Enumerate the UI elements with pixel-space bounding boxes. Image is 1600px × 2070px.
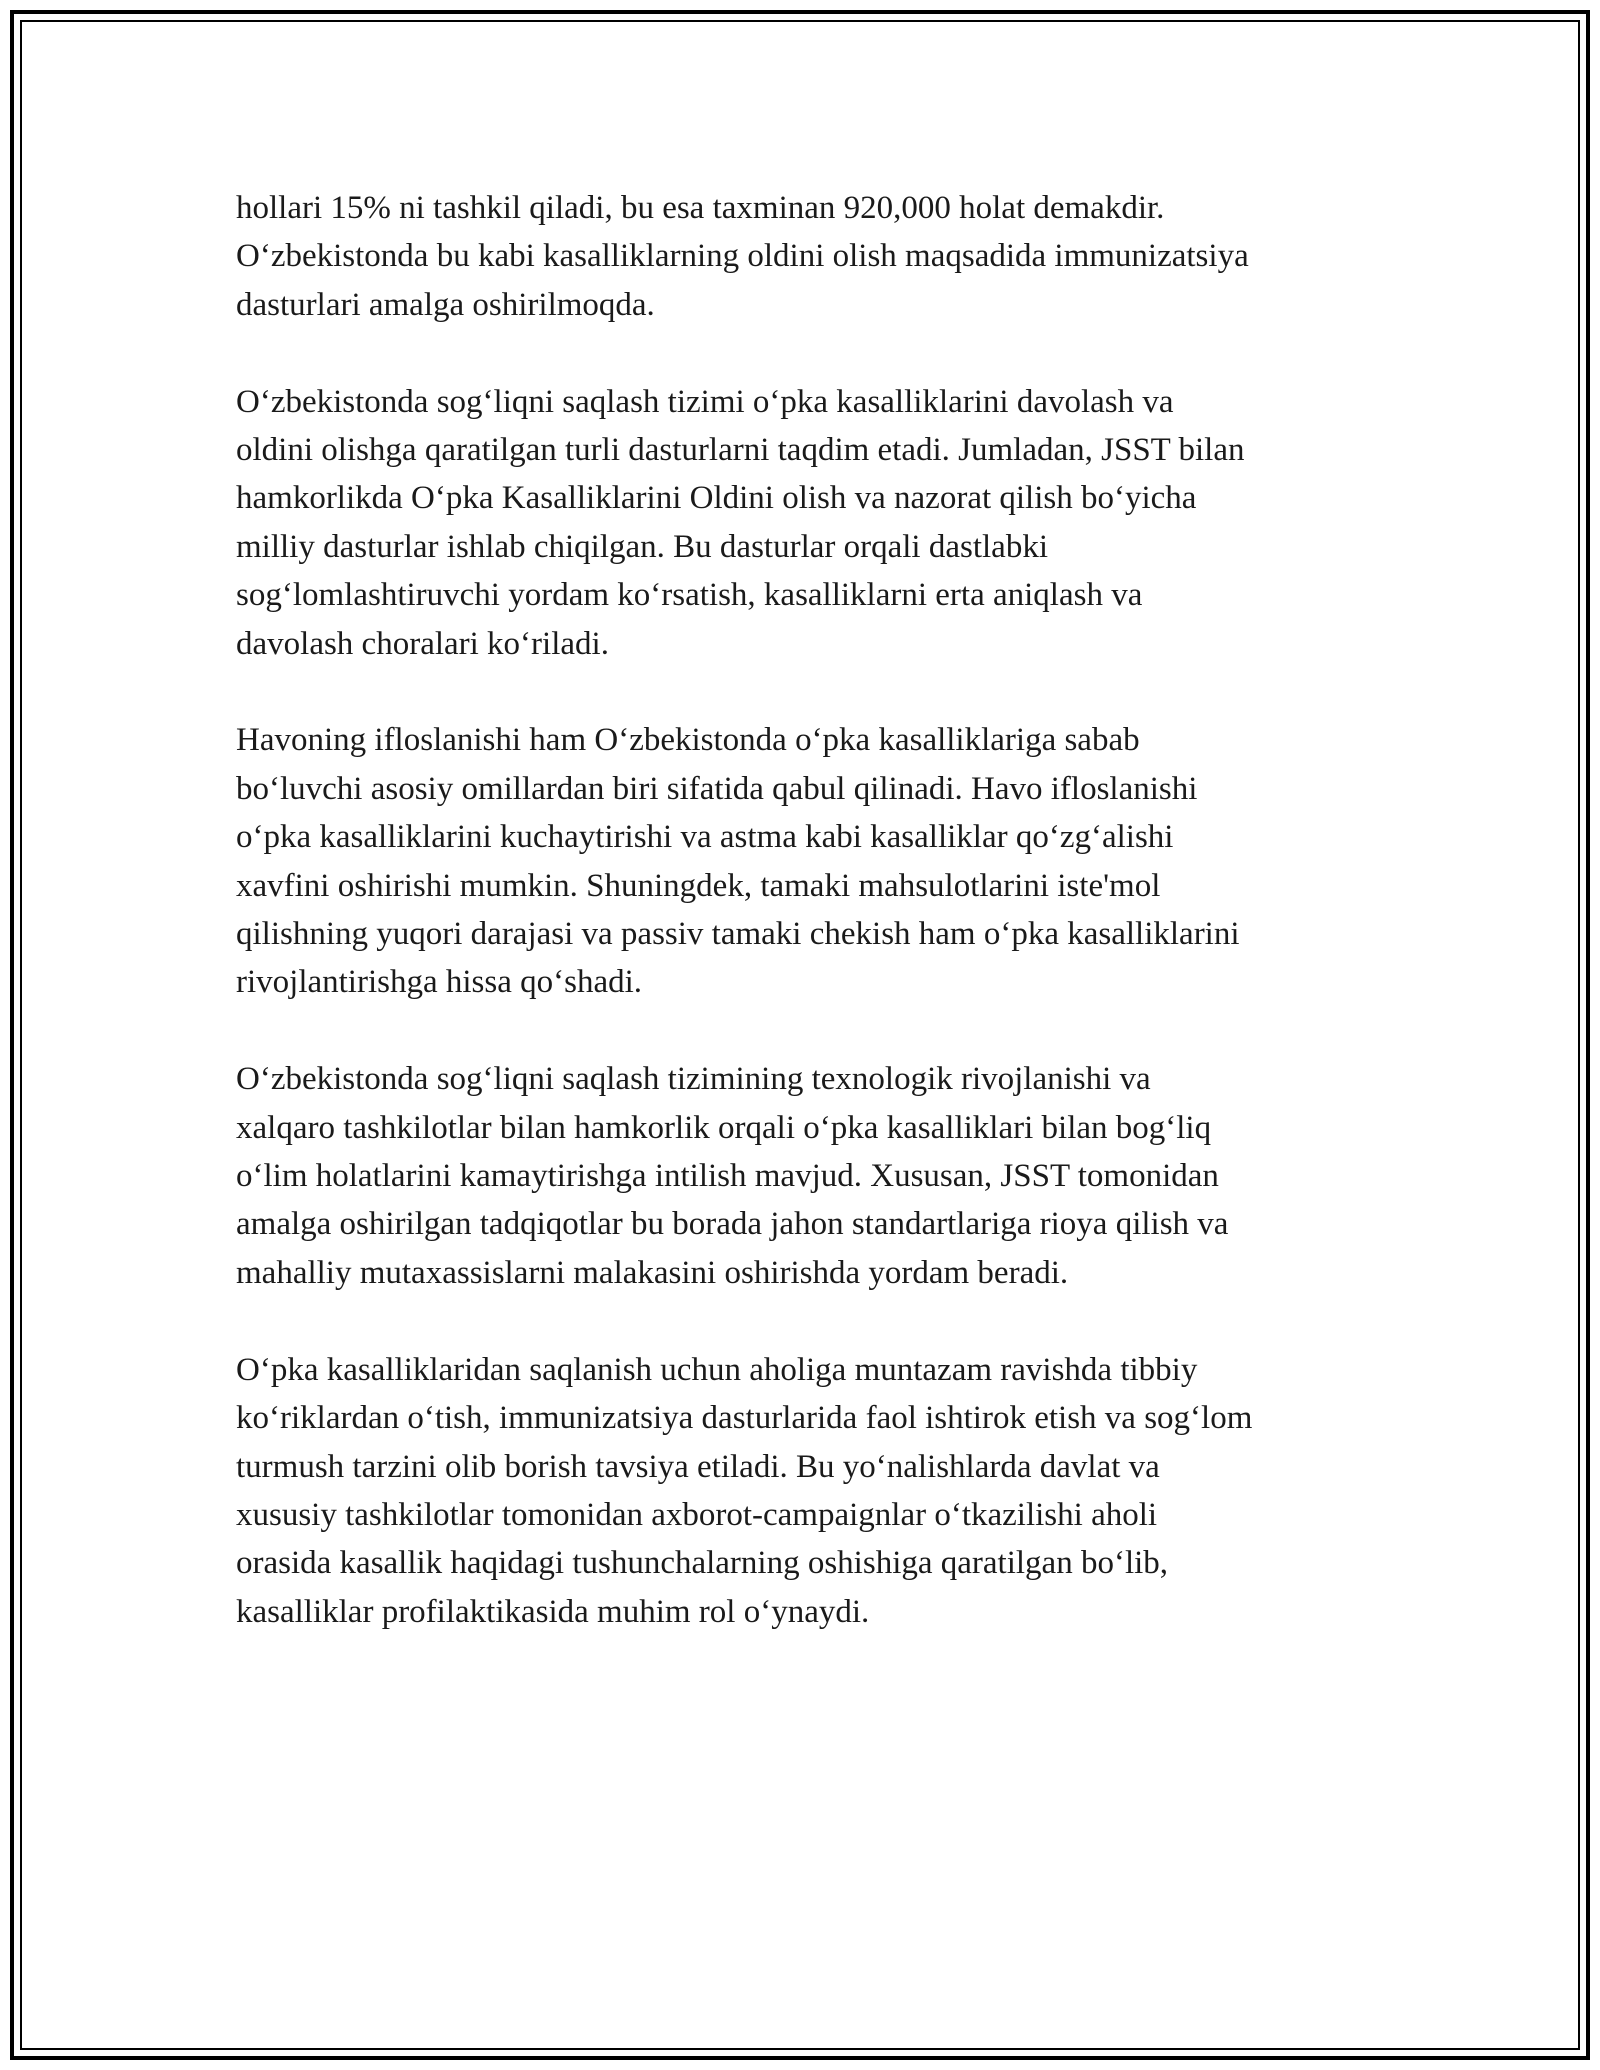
- text-line: koʻriklardan oʻtish, immunizatsiya dasturlarida faol ishtirok etish va sogʻlom: [236, 1400, 1253, 1437]
- text-line: boʻluvchi asosiy omillardan biri sifatida qabul qilinadi. Havo ifloslanishi: [236, 770, 1198, 807]
- text-line: orasida kasallik haqidagi tushunchalarning oshishiga qaratilgan boʻlib,: [236, 1545, 1169, 1582]
- text-line: qilishning yuqori darajasi va passiv tamaki chekish ham oʻpka kasalliklarini: [236, 916, 1240, 953]
- paragraph-3: [236, 716, 1366, 1006]
- text-line: oʻpka kasalliklarini kuchaytirishi va astma kabi kasalliklar qoʻzgʻalishi: [236, 819, 1174, 856]
- text-line: hamkorlikda Oʻpka Kasalliklarini Oldini olish va nazorat qilish boʻyicha: [236, 480, 1197, 517]
- text-line: turmush tarzini olib borish tavsiya etiladi. Bu yoʻnalishlarda davlat va: [236, 1448, 1160, 1485]
- paragraph-5: [236, 1346, 1366, 1636]
- text-line: Oʻpka kasalliklaridan saqlanish uchun aholiga muntazam ravishda tibbiy: [236, 1351, 1198, 1388]
- text-line: Havoning ifloslanishi ham Oʻzbekistonda oʻpka kasalliklariga sabab: [236, 722, 1140, 759]
- document-body: [236, 184, 1366, 1685]
- text-line: oldini olishga qaratilgan turli dasturlarni taqdim etadi. Jumladan, JSST bilan: [236, 432, 1245, 469]
- text-line: rivojlantirishga hissa qoʻshadi.: [236, 964, 643, 1001]
- text-line: davolash choralari koʻriladi.: [236, 625, 609, 662]
- text-line: sogʻlomlashtiruvchi yordam koʻrsatish, kasalliklarni erta aniqlash va: [236, 577, 1143, 614]
- text-line: Oʻzbekistonda bu kabi kasalliklarning oldini olish maqsadida immunizatsiya: [236, 238, 1249, 275]
- text-line: oʻlim holatlarini kamaytirishga intilish mavjud. Xususan, JSST tomonidan: [236, 1158, 1219, 1195]
- paragraph-1: [236, 184, 1366, 329]
- text-line: milliy dasturlar ishlab chiqilgan. Bu dasturlar orqali dastlabki: [236, 528, 1048, 565]
- text-line: amalga oshirilgan tadqiqotlar bu borada jahon standartlariga rioya qilish va: [236, 1206, 1229, 1243]
- text-line: Oʻzbekistonda sogʻliqni saqlash tizimi oʻpka kasalliklarini davolash va: [236, 383, 1174, 420]
- text-line: mahalliy mutaxassislarni malakasini oshirishda yordam beradi.: [236, 1254, 1069, 1291]
- text-line: hollari 15% ni tashkil qiladi, bu esa taxminan 920,000 holat demakdir.: [236, 190, 1165, 226]
- text-line: Oʻzbekistonda sogʻliqni saqlash tizimining texnologik rivojlanishi va: [236, 1061, 1151, 1098]
- text-line: xalqaro tashkilotlar bilan hamkorlik orqali oʻpka kasalliklari bilan bogʻliq: [236, 1109, 1212, 1146]
- text-line: kasalliklar profilaktikasida muhim rol oʻynaydi.: [236, 1593, 870, 1630]
- paragraph-2: [236, 378, 1366, 668]
- text-line: xavfini oshirishi mumkin. Shuningdek, tamaki mahsulotlarini iste'mol: [236, 867, 1161, 904]
- paragraph-4: [236, 1055, 1366, 1297]
- text-line: dasturlari amalga oshirilmoqda.: [236, 286, 655, 323]
- text-line: xususiy tashkilotlar tomonidan axborot-campaignlar oʻtkazilishi aholi: [236, 1496, 1158, 1533]
